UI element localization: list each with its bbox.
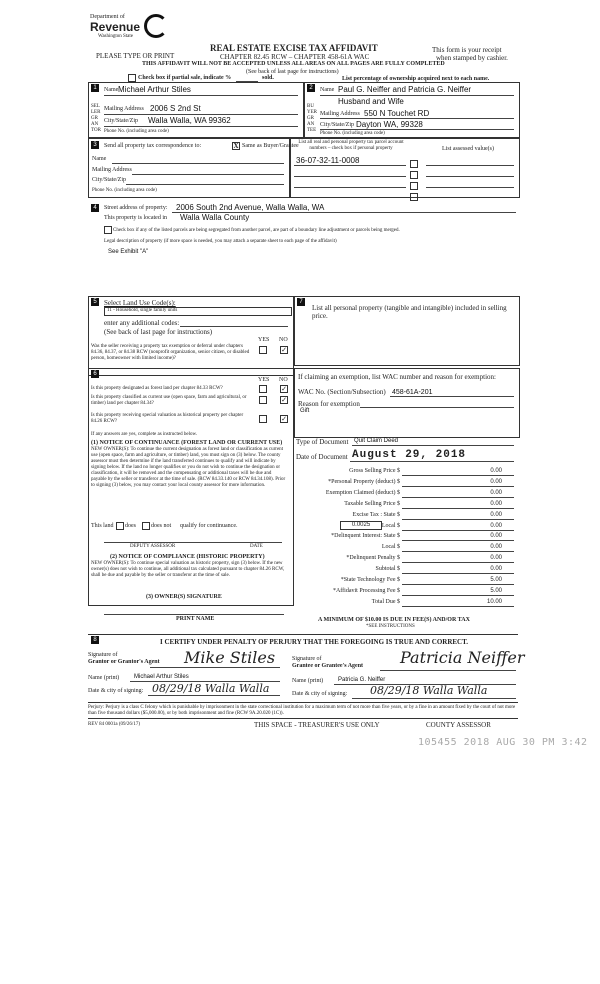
landuse-code-field[interactable]: 11 - Household, single family units: [104, 307, 292, 316]
print-name-line: [104, 614, 284, 615]
does-not-checkbox[interactable]: [142, 522, 150, 530]
corr-name-label: Name: [92, 156, 107, 162]
tax-row-value: 0.00: [490, 490, 502, 496]
tax-row-line: [402, 595, 514, 596]
doc-date-line: [350, 461, 514, 462]
notice-1-text: NEW OWNER(S): To continue the current designation as forest land or classification as current use (open space, farm and agriculture, or timber) land, you must sign on (3) below. The county assessor must then determine if the land transferred continues to qualify and will indicate by signing below. If the land no longer qualifies or you do not wish to continue the designation or classification, it will be removed and the compensating or additional taxes will be due and payable by the seller or transferor at the time of sale. (RCW 84.33.140 or RCW 84.34.108). Prior to signing (3) below, you may contact your local county assessor for more information.: [91, 447, 286, 488]
tax-row-label: Subtotal $: [375, 566, 400, 572]
parcels-header: List all real and personal property tax parcel account numbers – check box if personal property: [298, 140, 404, 151]
dor-logo: [90, 14, 170, 46]
see-back-5: (See back of last page for instructions): [104, 328, 213, 336]
grantor-date-line: [148, 695, 280, 696]
tax-row-label: *Affidavit Processing Fee $: [332, 588, 400, 594]
no-5: NO: [279, 337, 288, 343]
q6-current-no[interactable]: ✓: [281, 396, 287, 404]
print-name-label: PRINT NAME: [176, 616, 215, 622]
form-title: REAL ESTATE EXCISE TAX AFFIDAVIT: [210, 43, 378, 53]
buyer-name1: Paul G. Neiffer and Patricia G. Neiffer: [338, 85, 472, 94]
perjury-top-line: [88, 702, 518, 703]
corr-name-line: [112, 163, 284, 164]
same-as-buyer-checkbox[interactable]: X: [233, 142, 239, 150]
dept-line2: Revenue: [90, 20, 141, 34]
qualify-label: qualify for continuance.: [180, 523, 238, 529]
buyer-name-line: [320, 95, 514, 96]
wac-value: 458-61A-201: [392, 389, 433, 396]
sold-label: sold.: [262, 75, 274, 81]
doc-type-line: [352, 445, 514, 446]
seller-city: Walla Walla, WA 99362: [148, 116, 231, 125]
located-value: Walla Walla County: [180, 213, 250, 222]
same-as-buyer-label: Same as Buyer/Grantee: [242, 143, 299, 149]
claim-exemption-label: If claiming an exemption, list WAC number and reason for exemption:: [298, 373, 496, 381]
corr-city-line: [126, 184, 284, 185]
treasurer-use: THIS SPACE - TREASURER'S USE ONLY: [254, 721, 380, 729]
seller-name-label: Name: [104, 87, 119, 93]
receipt-note-2: when stamped by cashier.: [436, 54, 508, 62]
county-assessor: COUNTY ASSESSOR: [426, 721, 491, 729]
grantee-name: Patricia G. Neiffer: [338, 677, 386, 683]
buyer-mailing-label: Mailing Address: [320, 111, 360, 117]
rev-code: REV 84 0001a (09/26/17): [88, 722, 140, 727]
doc-type-label: Type of Document: [296, 438, 349, 446]
tax-row-value: 0.00: [490, 479, 502, 485]
dept-line3: Washington State: [98, 34, 134, 39]
wac-label: WAC No. (Section/Subsection): [298, 388, 386, 396]
tax-row-line: [402, 497, 514, 498]
seller-name-line: [104, 95, 298, 96]
tax-row-label: Local $: [381, 523, 400, 529]
tax-row-label: *Personal Property (deduct) $: [328, 479, 400, 485]
dept-line1: Department of: [90, 14, 125, 20]
yes-5: YES: [258, 337, 270, 343]
reason-value: Gift: [300, 408, 310, 414]
street-value: 2006 South 2nd Avenue, Walla Walla, WA: [176, 203, 325, 212]
owner-signature-label: (3) OWNER(S) SIGNATURE: [146, 594, 222, 600]
q6-forest-yes[interactable]: [259, 385, 267, 393]
q6-historic-yes[interactable]: [259, 415, 267, 423]
section-2-tag: 2: [307, 84, 315, 92]
if-yes-note: If any answers are yes, complete as instructed below.: [91, 432, 198, 437]
buyer-city: Dayton WA, 99328: [356, 120, 423, 129]
tax-row-label: Local $: [381, 544, 400, 550]
notice-2-title: (2) NOTICE OF COMPLIANCE (HISTORIC PROPERTY): [110, 554, 265, 560]
minimum-note: A MINIMUM OF $10.00 IS DUE IN FEE(S) AND/OR TAX: [318, 617, 470, 623]
see-exhibit: See Exhibit "A": [108, 249, 149, 255]
section-4-tag: 4: [91, 204, 99, 212]
grantor-name-label: Name (print): [88, 675, 120, 681]
dor-emblem-icon: [144, 14, 168, 38]
buyer-city-label: City/State/Zip: [320, 122, 354, 128]
grantee-sig-label-2: Grantee or Grantee's Agent: [292, 663, 364, 669]
street-label: Street address of property:: [104, 205, 168, 211]
grantee-date: 08/29/18 Walla Walla: [370, 684, 488, 697]
section-8-tag: 8: [91, 636, 99, 644]
please-type: PLEASE TYPE OR PRINT: [96, 52, 175, 60]
parcel-pp-checkbox-1[interactable]: [410, 160, 418, 168]
tax-row-label: Exemption Claimed (deduct) $: [325, 490, 400, 496]
q6-historic: Is this property receiving special valuation as historical property per chapter 84.26 RCW?: [91, 413, 244, 424]
deputy-line: [104, 542, 282, 543]
tax-row-line: [402, 530, 514, 531]
tax-row-value: 10.00: [486, 599, 502, 605]
legal-label: Legal description of property (if more space is needed, you may attach a separate sheet to each page of the affidavit): [104, 239, 337, 244]
located-label: This property is located in: [104, 215, 167, 221]
seller-city-label: City/State/Zip: [104, 118, 138, 124]
not-accepted-note: THIS AFFIDAVIT WILL NOT BE ACCEPTED UNLESS ALL AREAS ON ALL PAGES ARE FULLY COMPLETED: [142, 61, 445, 67]
doc-type-value: Quit Claim Deed: [354, 438, 399, 444]
grantee-sig-line: [380, 670, 516, 671]
tax-row-label: *Delinquent Interest: State $: [331, 533, 400, 539]
buyer-phone-label: Phone No. (including area code): [320, 131, 385, 136]
doc-date-value: August 29, 2018: [352, 449, 467, 461]
tax-row-line: [402, 540, 514, 541]
enter-additional-label: enter any additional codes:: [104, 319, 180, 327]
additional-codes-line: [180, 326, 288, 327]
assessed-line-2: [426, 176, 514, 177]
doc-date-label: Date of Document: [296, 453, 348, 461]
parcel-line-3: [294, 187, 406, 188]
deputy-label: DEPUTY ASSESSOR: [130, 544, 176, 549]
section-5-tag: 5: [91, 298, 99, 306]
q6-forest: Is this property designated as forest land per chapter 84.33 RCW?: [91, 386, 223, 391]
tax-row-value: 0.00: [490, 523, 502, 529]
select-landuse-label: Select Land Use Code(s):: [104, 299, 176, 307]
yes-6: YES: [258, 377, 270, 383]
partial-sale-label: Check box if partial sale, indicate %: [138, 75, 232, 81]
tax-row-label: Taxable Selling Price $: [344, 501, 400, 507]
corr-mailing-line: [132, 174, 284, 175]
tax-row-line: [402, 584, 514, 585]
q6-forest-no[interactable]: ✓: [281, 385, 287, 393]
parcel-pp-checkbox-4[interactable]: [410, 193, 418, 201]
date-label-6: DATE: [250, 544, 263, 549]
grantor-sig-label-2: Grantor or Grantor's Agent: [88, 659, 160, 665]
perjury-text: Perjury: Perjury is a class C felony which is punishable by imprisonment in the state correctional institution for a maximum term of not more than five years, or by a fine in an amount fixed by the court of not more than five thousand dollars ($5,000.00), or by both imprisonment and fine (RCW 9A.20.020 (1C)).: [88, 705, 516, 716]
tax-row-line: [402, 606, 514, 607]
buyer-name-label: Name: [320, 87, 335, 93]
grantor-signature: Mike Stiles: [184, 648, 276, 667]
parcel-1: 36-07-32-11-0008: [296, 156, 360, 165]
parcel-pp-checkbox-3[interactable]: [410, 182, 418, 190]
tax-row-label: Total Due $: [371, 599, 400, 605]
reason-line: [360, 407, 514, 408]
partial-sale-checkbox[interactable]: [128, 74, 136, 82]
q6-current-use: Is this property classified as current use (open space, farm and agricultural, or timber) land per chapter 84.34?: [91, 395, 247, 406]
buyer-mailing-line: [320, 118, 514, 119]
recording-stamp: 105455 2018 AUG 30 PM 3:42: [418, 737, 588, 748]
seller-mailing-label: Mailing Address: [104, 106, 144, 112]
see-instructions: *SEE INSTRUCTIONS: [366, 624, 415, 629]
form-chapter: CHAPTER 82.45 RCW – CHAPTER 458-61A WAC: [220, 53, 370, 61]
does-label: does: [125, 523, 136, 529]
tax-row-label: Excise Tax : State $: [352, 512, 400, 518]
cert-top-line: [88, 634, 518, 635]
section-3-tag: 3: [91, 141, 99, 149]
buyer-city-line: [320, 129, 514, 130]
no-6: NO: [279, 377, 288, 383]
parcel-pp-checkbox-2[interactable]: [410, 171, 418, 179]
receipt-note-1: This form is your receipt: [432, 46, 502, 54]
seller-phone-label: Phone No. (including area code): [104, 129, 169, 134]
seller-city-line: [104, 126, 298, 127]
corr-phone-label: Phone No. (including area code): [92, 188, 157, 193]
tax-row-line: [402, 486, 514, 487]
section-7-tag: 7: [297, 298, 305, 306]
grantee-date-label: Date & city of signing:: [292, 691, 348, 697]
grantee-name-label: Name (print): [292, 678, 324, 684]
tax-row-value: 0.00: [490, 533, 502, 539]
tax-row-line: [402, 519, 514, 520]
grantor-date-label: Date & city of signing:: [88, 688, 144, 694]
section-7-text: List all personal property (tangible and intangible) included in selling price.: [312, 304, 507, 320]
tax-row-line: [402, 562, 514, 563]
see-back-note: (See back of last page for instructions): [246, 69, 339, 75]
tax-row-line: [402, 551, 514, 552]
grantee-signature: Patricia Neiffer: [400, 648, 525, 667]
does-not-label: does not: [151, 523, 172, 529]
buyer-side-label: BUYER GRANTEE: [307, 104, 317, 133]
send-correspondence-label: Send all property tax correspondence to:: [104, 143, 202, 149]
reason-label: Reason for exemption: [298, 400, 360, 408]
tax-row-label: Gross Selling Price $: [349, 468, 400, 474]
tax-row-value: 5.00: [490, 588, 502, 594]
boundary-note: Check box if any of the listed parcels are being segregated from another parcel, are part of a boundary line adjustment or parcels being merged.: [113, 228, 400, 233]
buyer-mailing: 550 N Touchet RD: [364, 109, 430, 118]
grantor-sig-label-1: Signature of: [88, 652, 118, 658]
assessed-line-3: [426, 187, 514, 188]
buyer-name2: Husband and Wife: [338, 97, 404, 106]
parcel-line-2: [294, 176, 406, 177]
grantor-sig-line: [150, 667, 280, 668]
notice-2-text: NEW OWNER(S): To continue special valuation as historic property, sign (3) below. If the new owner(s) does not wish to continue, all additional tax calculated pursuant to chapter 84.26 RCW, shall be due and payable by the seller or transferor at the time of sale.: [91, 561, 285, 578]
boundary-checkbox[interactable]: [104, 226, 112, 234]
section-6-tag: 6: [91, 370, 99, 378]
q5-no-checkbox[interactable]: ✓: [281, 346, 287, 354]
notice-1-title: (1) NOTICE OF CONTINUANCE (FOREST LAND OR CURRENT USE): [91, 440, 283, 446]
certify-statement: I CERTIFY UNDER PENALTY OF PERJURY THAT THE FOREGOING IS TRUE AND CORRECT.: [160, 638, 469, 646]
assessed-header: List assessed value(s): [442, 146, 494, 152]
corr-city-label: City/State/Zip: [92, 177, 126, 183]
does-checkbox[interactable]: [116, 522, 124, 530]
q6-historic-no[interactable]: ✓: [281, 415, 287, 423]
tax-row-label: *State Technology Fee $: [340, 577, 400, 583]
tax-row-value: 0.00: [490, 566, 502, 572]
assessed-line-1: [426, 165, 514, 166]
tax-row-value: 0.00: [490, 512, 502, 518]
seller-name: Michael Arthur Stiles: [118, 85, 191, 94]
tax-row-line: [402, 508, 514, 509]
grantee-date-line: [352, 698, 516, 699]
tax-row-value: 0.00: [490, 555, 502, 561]
grantor-name: Michael Arthur Stiles: [134, 674, 189, 680]
list-pct-note: List percentage of ownership acquired next to each name.: [342, 76, 490, 82]
q6-current-yes[interactable]: [259, 396, 267, 404]
local-rate-field[interactable]: 0.0025: [340, 521, 382, 530]
seller-mailing: 2006 S 2nd St: [150, 104, 201, 113]
tax-row-label: *Delinquent Penalty $: [346, 555, 400, 561]
tax-row-line: [402, 573, 514, 574]
tax-row-value: 0.00: [490, 468, 502, 474]
footer-line: [88, 718, 518, 719]
section-1-tag: 1: [91, 84, 99, 92]
this-land-label: This land: [91, 523, 114, 529]
wac-line: [390, 396, 514, 397]
seller-side-label: SELLER GRANTOR: [91, 104, 101, 133]
q5-yes-checkbox[interactable]: [259, 346, 267, 354]
seller-mailing-line: [104, 114, 298, 115]
tax-row-value: 0.00: [490, 501, 502, 507]
q5-exemption: Was the seller receiving a property tax exemption or deferral under chapters 84.36, 84.37, or 84.38 RCW (nonprofit organization, senior citizen, or disabled person, homeowner with limited income)?: [91, 344, 250, 361]
grantor-date: 08/29/18 Walla Walla: [152, 682, 270, 695]
corr-mailing-label: Mailing Address: [92, 167, 132, 173]
tax-row-line: [402, 475, 514, 476]
tax-row-value: 0.00: [490, 544, 502, 550]
tax-row-value: 5.00: [490, 577, 502, 583]
parcel-line-1: [294, 165, 406, 166]
grantee-sig-label-1: Signature of: [292, 656, 322, 662]
